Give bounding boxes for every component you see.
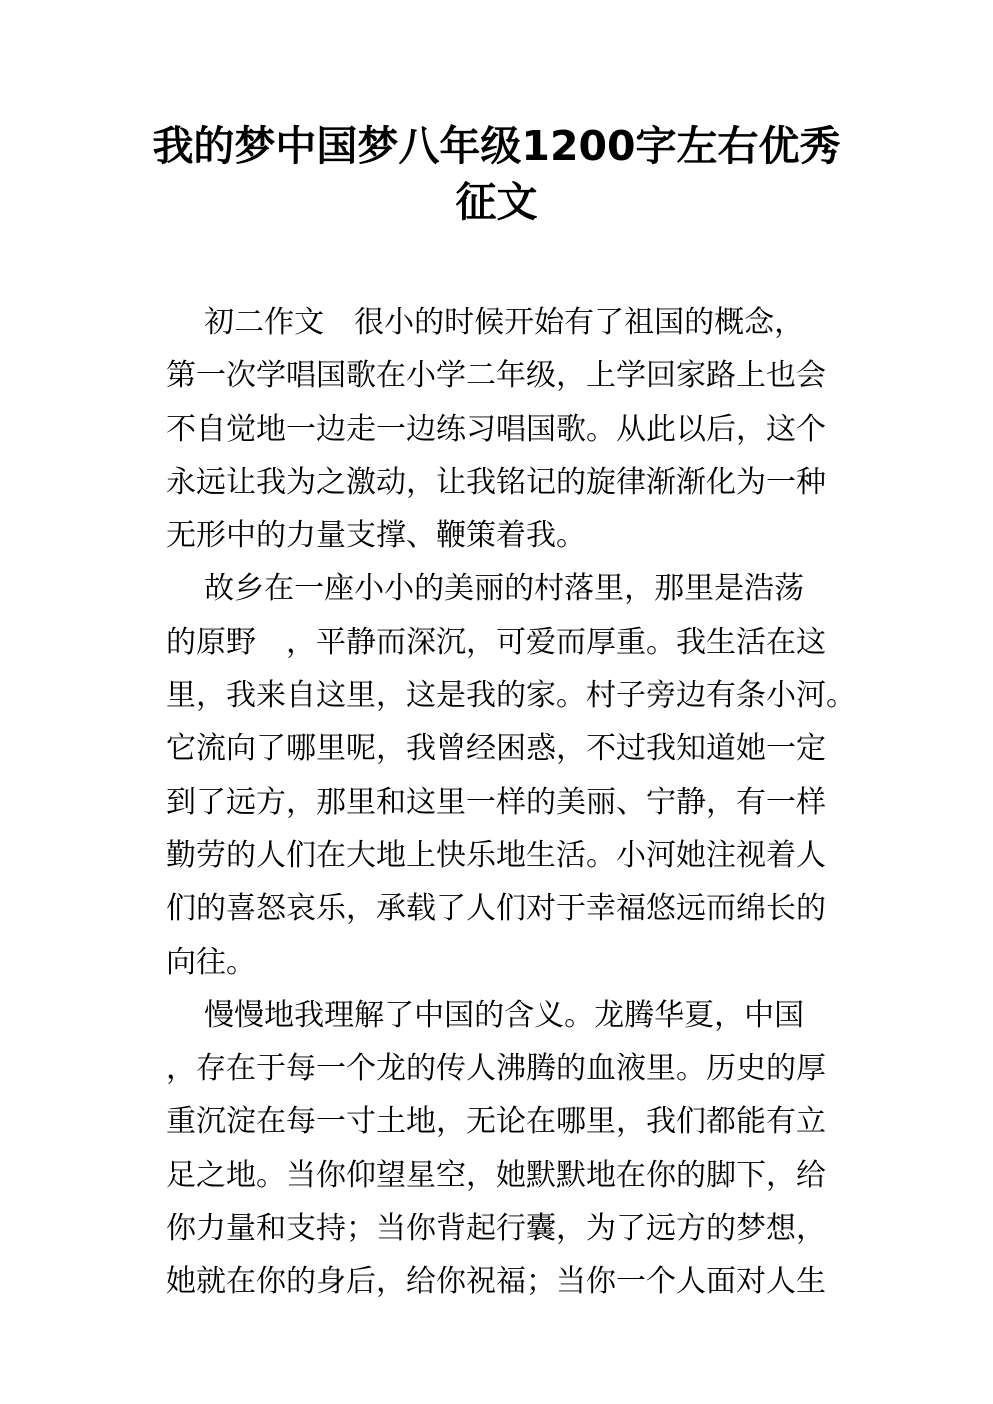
essay-body [166, 296, 856, 1309]
body-line: 勤劳的人们在大地上快乐地生活。小河她注视着人 [166, 837, 826, 873]
body-line: 她就在你的身后，给你祝福；当你一个人面对人生 [166, 1264, 826, 1300]
body-line: 第一次学唱国歌在小学二年级，上学回家路上也会 [166, 358, 826, 394]
title-line: 我的梦中国梦八年级1200字左右优秀 [152, 122, 841, 170]
body-line: 的原野 ，平静而深沉，可爱而厚重。我生活在这 [166, 624, 826, 660]
body-line: 到了远方，那里和这里一样的美丽、宁静，有一样 [166, 784, 826, 820]
body-line: 不自觉地一边走一边练习唱国歌。从此以后，这个 [166, 411, 826, 447]
body-line: 慢慢地我理解了中国的含义。龙腾华夏，中国 [166, 997, 805, 1033]
body-line: 向往。 [166, 944, 256, 980]
document-title [0, 118, 993, 230]
body-line: 们的喜怒哀乐，承载了人们对于幸福悠远而绵长的 [166, 891, 826, 927]
body-line: 它流向了哪里呢，我曾经困惑，不过我知道她一定 [166, 731, 826, 767]
body-line: 你力量和支持；当你背起行囊，为了远方的梦想， [166, 1211, 826, 1247]
body-line: 故乡在一座小小的美丽的村落里，那里是浩荡 [166, 571, 805, 607]
body-line: 永远让我为之激动，让我铭记的旋律渐渐化为一种 [166, 464, 826, 500]
body-line: 无形中的力量支撑、鞭策着我。 [166, 518, 586, 554]
body-line: 重沉淀在每一寸土地，无论在哪里，我们都能有立 [166, 1104, 826, 1140]
body-line: 里，我来自这里，这是我的家。村子旁边有条小河。 [166, 678, 856, 714]
title-line: 征文 [455, 178, 538, 226]
body-line: 足之地。当你仰望星空，她默默地在你的脚下，给 [166, 1157, 826, 1193]
body-line: ，存在于每一个龙的传人沸腾的血液里。历史的厚 [166, 1051, 826, 1087]
body-line: 初二作文 很小的时候开始有了祖国的概念， [166, 305, 805, 340]
